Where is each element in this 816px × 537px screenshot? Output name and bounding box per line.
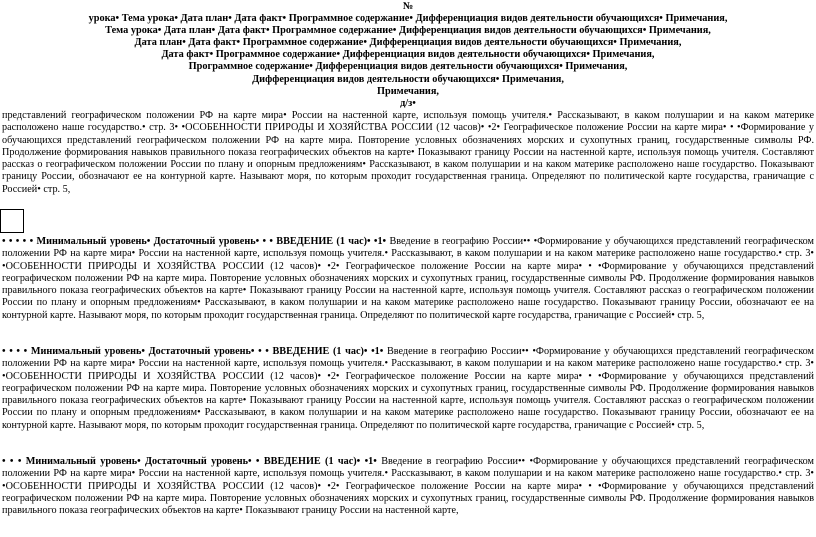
section-3 xyxy=(0,346,816,432)
section-3-head: • • • • Минимальный уровень• Достаточный уровень• • • ВВЕДЕНИЕ (1 час)• •1• xyxy=(2,346,387,357)
section-2-text: Введение в географию России•• •Формирование у обучающихся представлений географическом положении РФ на карте мира• России на настенной карте, используя помощь учителя.• Рассказывают, в каком полушарии и на каком материке расположено наше государство.• стр. 3• •ОСОБЕННОСТИ ПРИРОДЫ И ХОЗЯЙСТВА РОССИИ (12 часов)• •2• Географическое положение России на карте мира• • •Формирование у обучающихся представлений географическом положении РФ на карте мира. Повторение условных обозначениях морских и сухопутных границ, государственные символы РФ. Продолжение формирования навыков правильного показа географических объектов на карте• Показывают границу России на настенной карте, используя помощь учителя. Составляют рассказ о географическом положении России по плану и опорным предложениям• Рассказывают, в каком полушарии и на каком материке расположено наше государство. Показывают границу России, обозначают ее на контурной карте. Называют моря, по которым проходит государственная граница. Определяют по политической карте государства, граничащие с Россией• стр. 5, xyxy=(2,236,814,321)
header-line: Тема урока• Дата план• Дата факт• Программное содержание• Дифференциация видов деятельности обучающихся• Примечания, xyxy=(105,25,711,37)
section-4-para xyxy=(2,456,814,517)
section-4-text: Введение в географию России•• •Формирование у обучающихся представлений географическом положении РФ на карте мира• России на настенной карте, используя помощь учителя.• Рассказывают, в каком полушарии и на каком материке расположено наше государство.• стр. 3• •ОСОБЕННОСТИ ПРИРОДЫ И ХОЗЯЙСТВА РОССИИ (12 часов)• •2• Географическое положение России на карте мира• • •Формирование у обучающихся представлений географическом положении РФ на карте мира. Повторение условных обозначениях морских и сухопутных границ, государственные символы РФ. Продолжение формирования навыков правильного показа географических объектов на карте• Показывают границу России на настенной карте, xyxy=(2,456,814,517)
section-1 xyxy=(0,110,816,196)
header-line: Дата факт• Программное содержание• Дифференциация видов деятельности обучающихся• Примечания, xyxy=(161,49,655,61)
header-line: Дата план• Дата факт• Программное содержание• Дифференциация видов деятельности обучающихся• Примечания, xyxy=(134,37,682,49)
header-line: урока• Тема урока• Дата план• Дата факт• Программное содержание• Дифференциация видов деятельности обучающихся• Примечания, xyxy=(88,13,728,25)
section-2-para xyxy=(2,236,814,322)
header-line: Примечания, xyxy=(377,85,439,97)
header-line: Программное содержание• Дифференциация видов деятельности обучающихся• Примечания, xyxy=(188,61,628,73)
section-2 xyxy=(0,236,816,322)
section-4 xyxy=(0,456,816,517)
section-3-para xyxy=(2,346,814,432)
section-1-text: представлений географическом положении РФ на карте мира• России на настенной карте, используя помощь учителя.• Рассказывают, в каком полушарии и на каком материке расположено наше государство.• стр. 3• •ОСОБЕННОСТИ ПРИРОДЫ И ХОЗЯЙСТВА РОССИИ (12 часов)• •2• Географическое положение России на карте мира• • •Формирование у обучающихся представлений географическом положении РФ на карте мира. Повторение условных обозначениях морских и сухопутных границ, государственные символы РФ. Продолжение формирования навыков правильного показа географических объектов на карте• Показывают границу России на настенной карте, используя помощь учителя. Составляют рассказ о географическом положении России по плану и опорным предложениям• Рассказывают, в каком полушарии и на каком материке расположено наше государство. Показывают границу России, обозначают ее на контурной карте. Называют моря, по которым проходит государственная граница. Определяют по политической карте государства, граничащие с Россией• стр. 5, xyxy=(2,110,814,195)
checkbox[interactable] xyxy=(0,209,24,233)
header-line: Дифференциация видов деятельности обучающихся• Примечания, xyxy=(252,73,564,85)
section-3-text: Введение в географию России•• •Формирование у обучающихся представлений географическом положении РФ на карте мира• России на настенной карте, используя помощь учителя.• Рассказывают, в каком полушарии и на каком материке расположено наше государство.• стр. 3• •ОСОБЕННОСТИ ПРИРОДЫ И ХОЗЯЙСТВА РОССИИ (12 часов)• •2• Географическое положение России на карте мира• • •Формирование у обучающихся представлений географическом положении РФ на карте мира. Повторение условных обозначениях морских и сухопутных границ, государственные символы РФ. Продолжение формирования навыков правильного показа географических объектов на карте• Показывают границу России на настенной карте, используя помощь учителя. Составляют рассказ о географическом положении России по плану и опорным предложениям• Рассказывают, в каком полушарии и на каком материке расположено наше государство. Показывают границу России, обозначают ее на контурной карте. Называют моря, по которым проходит государственная граница. Определяют по политической карте государства, граничащие с Россией• стр. 5, xyxy=(2,346,814,431)
header-line: № xyxy=(402,1,414,12)
header-line: д/з• xyxy=(400,97,416,109)
document-header xyxy=(0,0,816,110)
section-2-head: • • • • • Минимальный уровень• Достаточный уровень• • • ВВЕДЕНИЕ (1 час)• •1• xyxy=(2,236,390,247)
section-4-head: • • • Минимальный уровень• Достаточный уровень• • ВВЕДЕНИЕ (1 час)• •1• xyxy=(2,456,382,467)
